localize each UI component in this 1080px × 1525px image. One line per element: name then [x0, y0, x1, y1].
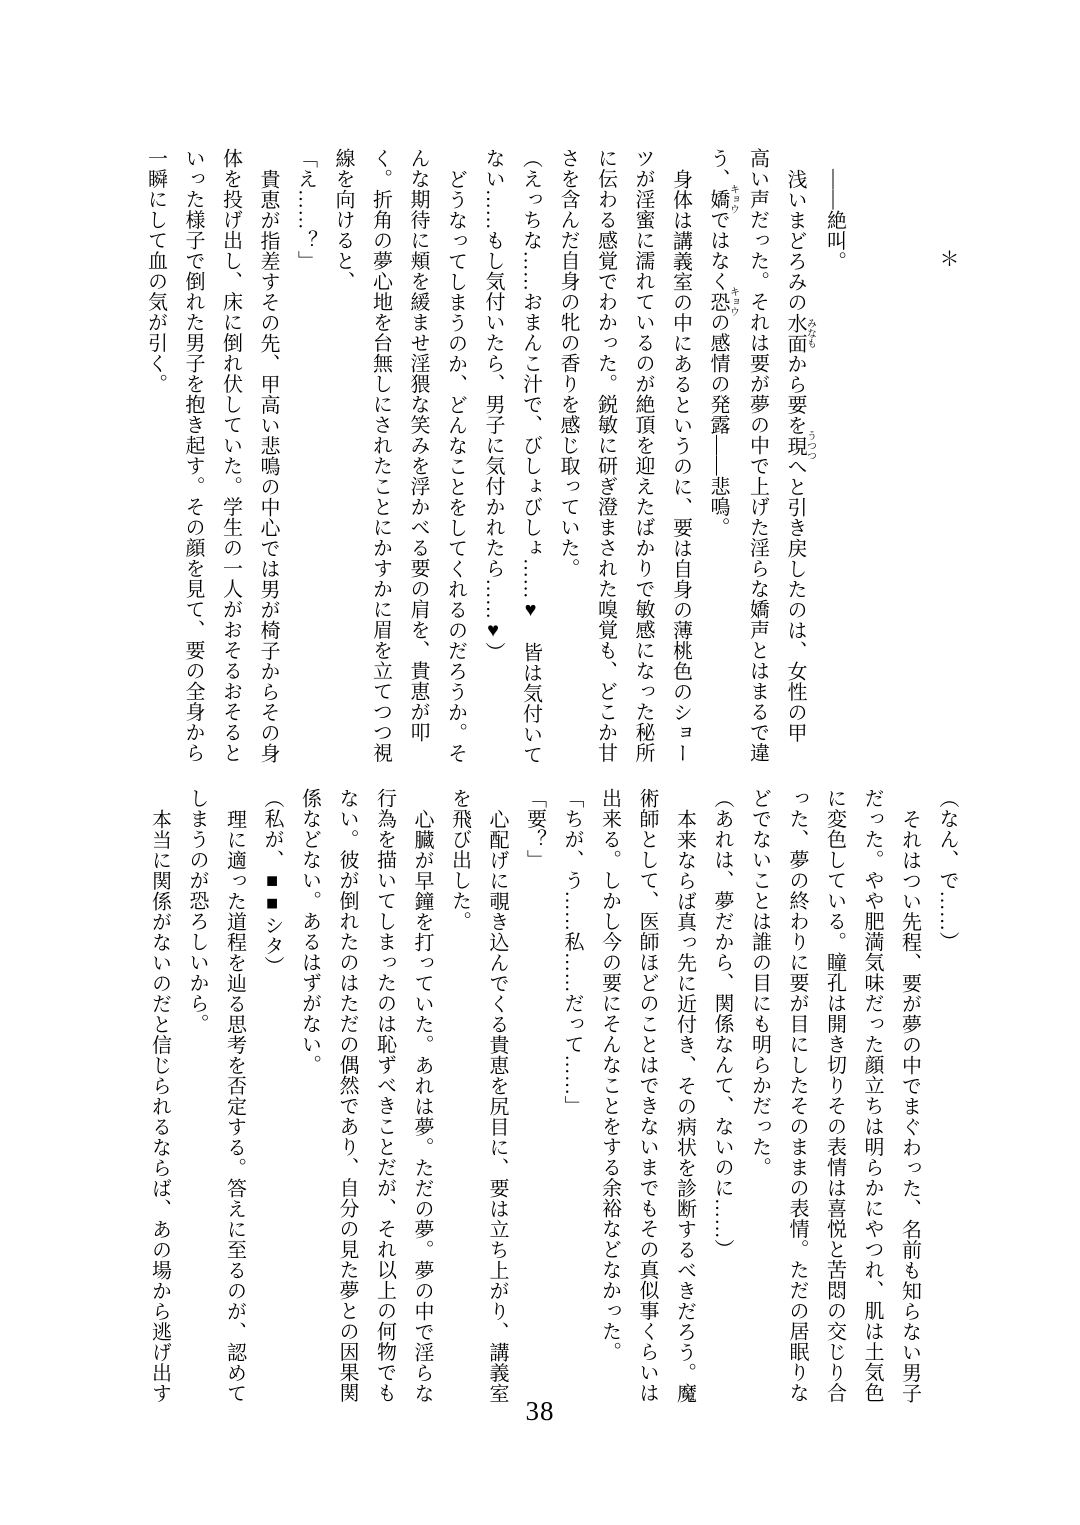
text-line: 係などない。あるはずがない。 [298, 788, 321, 1075]
text-line: しまうのが恐ろしいから。 [186, 788, 208, 1034]
text-line: に伝わる感覚でわかった。鋭敏に研ぎ澄まされた嗅覚も、どこか甘 [594, 148, 617, 763]
text-line: だった。やや肥満気味だった顔立ちは明らかにやつれ、肌は土気色 [861, 788, 883, 1403]
text-line: ——絶叫。 [823, 169, 846, 272]
text-line: （あれは、夢だから、関係なんて、ないのに……） [711, 788, 733, 1260]
text-line: 身体は講義室の中にあるというのに、要は自身の薄桃色のショー [669, 169, 692, 764]
text-line: 理に適った道程を辿る思考を否定する。答えに至るのが、認めて [223, 809, 246, 1404]
ruby-annotated-text: 恐キョウ [707, 286, 739, 317]
text-line: 一瞬にして血の気が引く。 [144, 148, 167, 394]
text-line: 行為を描いてしまったのは恥ずべきことだが、それ以上の何物でも [373, 788, 396, 1403]
text-line: 「ちが、う……私……だって……」 [561, 788, 583, 1116]
text-line: ない。彼が倒れたのはただの偶然であり、自分の見た夢との因果関 [336, 788, 358, 1403]
text-line: 「要？」 [523, 788, 546, 870]
text-line: 浅いまどろみの水面みなもから要を現うつつへと引き戻したのは、女性の甲 [784, 169, 816, 743]
ruby-annotated-text: 水面みなも [784, 312, 816, 354]
text-line: いった様子で倒れた男子を抱き起す。その顔を見て、要の全身から [182, 148, 204, 763]
text-line: どでないことは誰の目にも明らかだった。 [748, 788, 771, 1178]
upright-glyph: ♥ [519, 599, 542, 622]
text-line: 本来ならば真っ先に近付き、その病状を診断するべきだろう。魔 [673, 809, 696, 1404]
text-line: どうなってしまうのか、どんなことをしてくれるのだろうか。そ [444, 169, 467, 764]
text-block-top [135, 148, 965, 776]
text-line: った、夢の終わりに要が目にしたそのままの表情。ただの居眠りな [786, 788, 808, 1403]
text-line: を飛び出した。 [448, 788, 471, 932]
upright-glyph: ♥ [482, 619, 504, 642]
ruby-annotated-text: 嬌キョウ [707, 184, 739, 215]
ruby-annotated-text: 現うつつ [784, 430, 816, 461]
text-line: く。折角の夢心地を台無しにされたことにかすかに眉を立てつつ視 [369, 148, 392, 763]
text-line: （えっちな……おまんこ汁で、びしょびしょ……♥ 皆は気付いて [519, 148, 542, 765]
text-line: （なん、で……） [936, 788, 958, 952]
text-line: ツが淫蜜に濡れているのが絶頂を迎えたばかりで敏感になった秘所 [632, 148, 654, 763]
section-divider [928, 148, 966, 776]
text-line: 出来る。しかし今の要にそんなことをする余裕などなかった。 [598, 788, 621, 1362]
text-line: 心臓が早鐘を打っていた。あれは夢。ただの夢。夢の中で淫らな [411, 809, 433, 1404]
text-line: 術師として、医師ほどのことはできないまでもその真似事くらいは [636, 788, 658, 1403]
text-block-bottom [135, 788, 965, 1416]
text-line: 本当に関係がないのだと信じられるならば、あの場から逃げ出す [148, 809, 171, 1404]
text-line: ない……もし気付いたら、男子に気付かれたら……♥） [482, 148, 504, 663]
text-line: （私が、■■シタ） [261, 788, 283, 977]
text-line: 高い声だった。それは要が夢の中で上げた淫らな嬌声とはまるで違 [746, 148, 769, 763]
text-line: 貴恵が指差すその先、甲高い悲鳴の中心では男が椅子からその身 [257, 169, 279, 764]
text-line: 「え……？」 [294, 148, 317, 271]
text-line: う、嬌キョウではなく恐キョウの感情の発露——悲鳴。 [707, 148, 739, 538]
text-line: 線を向けると、 [332, 148, 354, 292]
page-number: 38 [525, 1396, 555, 1426]
text-line: さを含んだ自身の牝の香りを感じ取っていた。 [557, 148, 579, 579]
text-line: 心配げに覗き込んでくる貴恵を尻目に、要は立ち上がり、講義室 [486, 809, 508, 1404]
text-line: に変色している。瞳孔は開き切りその表情は喜悦と苦悶の交じり合 [823, 788, 846, 1403]
upright-glyph: ＊ [936, 248, 958, 269]
text-line: 体を投げ出し、床に倒れ伏していた。学生の一人がおそるおそると [219, 148, 242, 763]
text-line: んな期待に頬を緩ませ淫猥な笑みを浮かべる要の肩を、貴恵が叩 [407, 148, 429, 743]
text-line: それはつい先程、要が夢の中でまぐわった、名前も知らない男子 [898, 809, 921, 1404]
